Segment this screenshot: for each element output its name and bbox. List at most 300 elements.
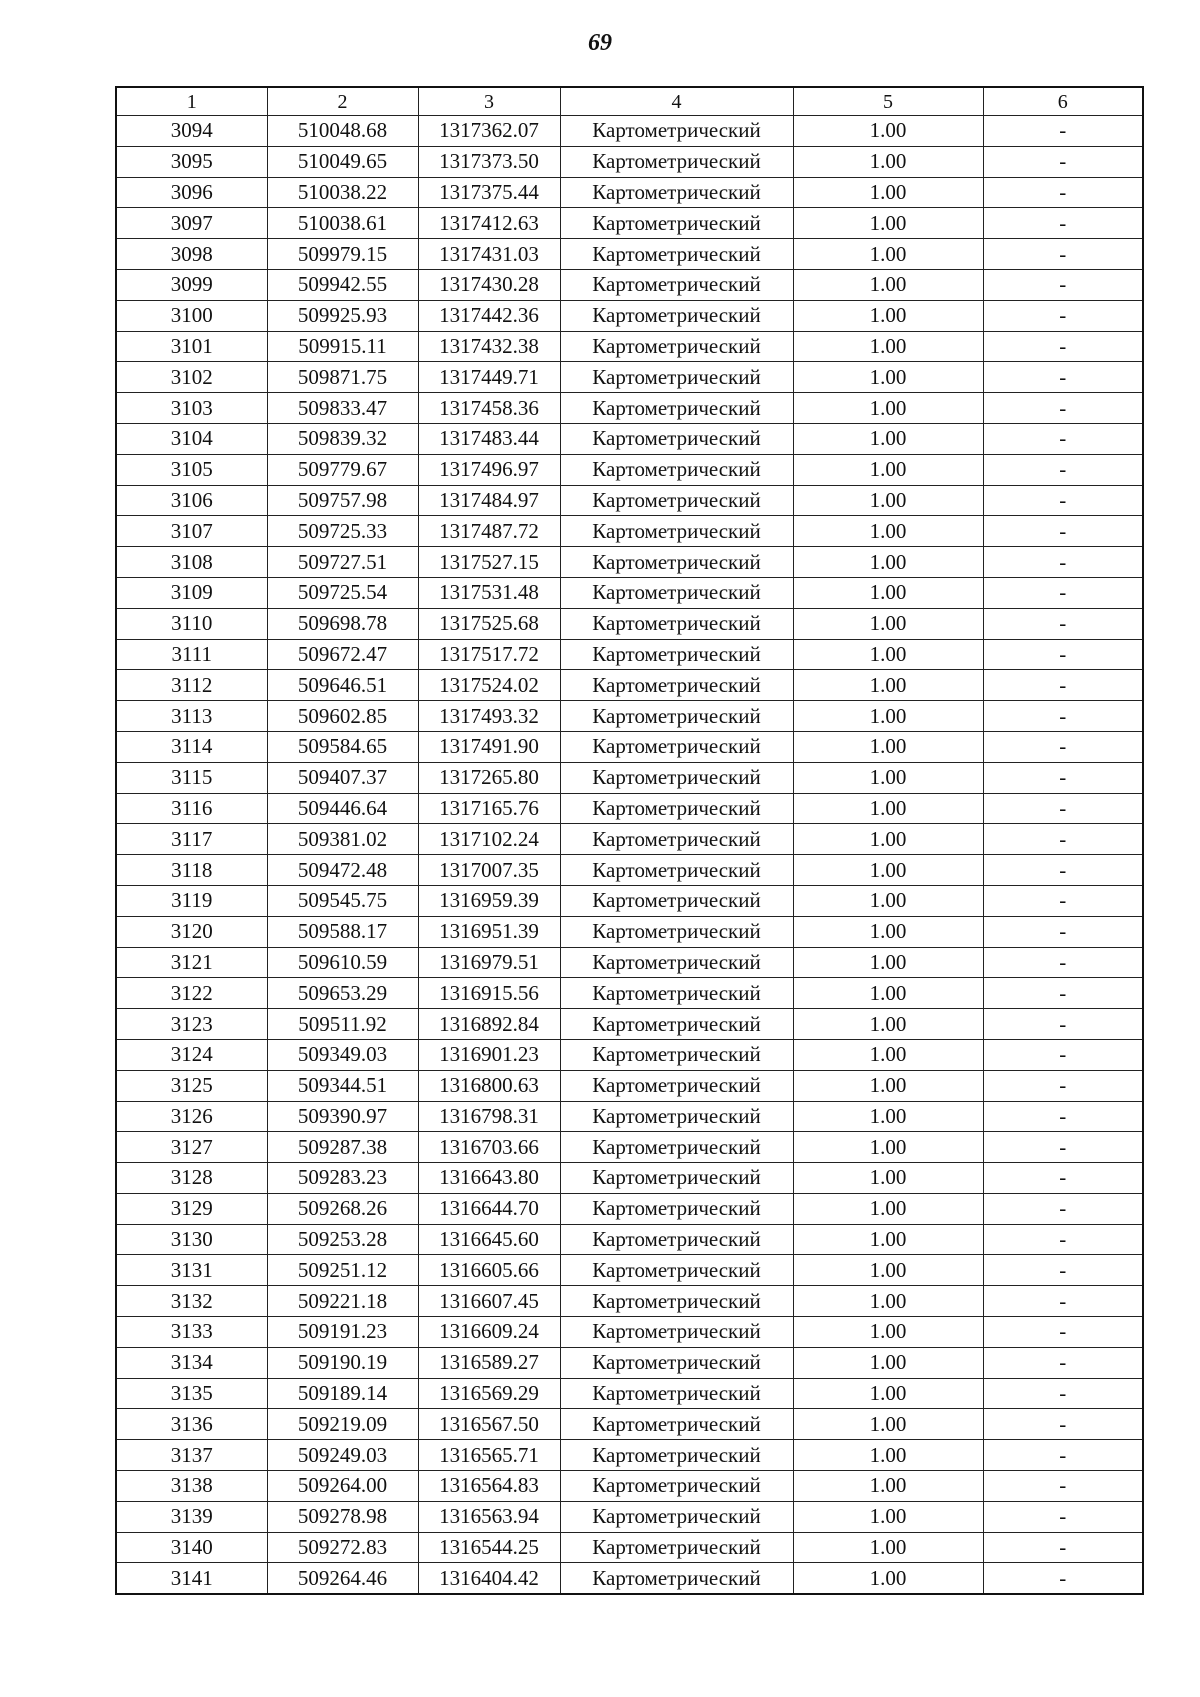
x-coordinate-cell: 509672.47	[267, 639, 418, 670]
method-cell: Картометрический	[560, 731, 793, 762]
x-coordinate-cell: 509264.00	[267, 1471, 418, 1502]
table-row	[116, 670, 1143, 701]
header-cell-6: 6	[983, 87, 1143, 116]
accuracy-cell: 1.00	[793, 269, 983, 300]
table-row	[116, 1132, 1143, 1163]
accuracy-cell: 1.00	[793, 547, 983, 578]
table-row	[116, 454, 1143, 485]
y-coordinate-cell: 1317375.44	[418, 177, 560, 208]
accuracy-cell: 1.00	[793, 208, 983, 239]
y-coordinate-cell: 1316569.29	[418, 1378, 560, 1409]
table-row	[116, 1317, 1143, 1348]
accuracy-cell: 1.00	[793, 762, 983, 793]
accuracy-cell: 1.00	[793, 393, 983, 424]
description-cell: -	[983, 824, 1143, 855]
y-coordinate-cell: 1316915.56	[418, 978, 560, 1009]
method-cell: Картометрический	[560, 1101, 793, 1132]
accuracy-cell: 1.00	[793, 1193, 983, 1224]
method-cell: Картометрический	[560, 670, 793, 701]
description-cell: -	[983, 239, 1143, 270]
y-coordinate-cell: 1316609.24	[418, 1317, 560, 1348]
y-coordinate-cell: 1317432.38	[418, 331, 560, 362]
x-coordinate-cell: 509272.83	[267, 1532, 418, 1563]
accuracy-cell: 1.00	[793, 239, 983, 270]
description-cell: -	[983, 1224, 1143, 1255]
point-number-cell: 3096	[116, 177, 267, 208]
description-cell: -	[983, 1193, 1143, 1224]
accuracy-cell: 1.00	[793, 362, 983, 393]
point-number-cell: 3104	[116, 423, 267, 454]
x-coordinate-cell: 509219.09	[267, 1409, 418, 1440]
method-cell: Картометрический	[560, 177, 793, 208]
table-row	[116, 485, 1143, 516]
table-row	[116, 146, 1143, 177]
accuracy-cell: 1.00	[793, 1163, 983, 1194]
point-number-cell: 3136	[116, 1409, 267, 1440]
header-cell-4: 4	[560, 87, 793, 116]
table-row	[116, 423, 1143, 454]
x-coordinate-cell: 509839.32	[267, 423, 418, 454]
table-row	[116, 208, 1143, 239]
table-row	[116, 793, 1143, 824]
x-coordinate-cell: 509268.26	[267, 1193, 418, 1224]
x-coordinate-cell: 509588.17	[267, 916, 418, 947]
table-row	[116, 177, 1143, 208]
table-row	[116, 116, 1143, 147]
table-row	[116, 1440, 1143, 1471]
header-cell-2: 2	[267, 87, 418, 116]
table-row	[116, 1501, 1143, 1532]
table-row	[116, 1009, 1143, 1040]
method-cell: Картометрический	[560, 1163, 793, 1194]
method-cell: Картометрический	[560, 146, 793, 177]
x-coordinate-cell: 509221.18	[267, 1286, 418, 1317]
method-cell: Картометрический	[560, 1471, 793, 1502]
description-cell: -	[983, 731, 1143, 762]
method-cell: Картометрический	[560, 1317, 793, 1348]
point-number-cell: 3129	[116, 1193, 267, 1224]
description-cell: -	[983, 300, 1143, 331]
description-cell: -	[983, 639, 1143, 670]
header-row	[116, 87, 1143, 116]
table-row	[116, 978, 1143, 1009]
description-cell: -	[983, 1070, 1143, 1101]
description-cell: -	[983, 1532, 1143, 1563]
method-cell: Картометрический	[560, 1255, 793, 1286]
y-coordinate-cell: 1317412.63	[418, 208, 560, 239]
description-cell: -	[983, 1501, 1143, 1532]
y-coordinate-cell: 1316798.31	[418, 1101, 560, 1132]
description-cell: -	[983, 362, 1143, 393]
method-cell: Картометрический	[560, 1224, 793, 1255]
y-coordinate-cell: 1316951.39	[418, 916, 560, 947]
point-number-cell: 3120	[116, 916, 267, 947]
x-coordinate-cell: 509511.92	[267, 1009, 418, 1040]
x-coordinate-cell: 509779.67	[267, 454, 418, 485]
method-cell: Картометрический	[560, 701, 793, 732]
x-coordinate-cell: 509725.54	[267, 577, 418, 608]
description-cell: -	[983, 1563, 1143, 1594]
y-coordinate-cell: 1317524.02	[418, 670, 560, 701]
accuracy-cell: 1.00	[793, 670, 983, 701]
point-number-cell: 3118	[116, 855, 267, 886]
point-number-cell: 3101	[116, 331, 267, 362]
description-cell: -	[983, 1101, 1143, 1132]
table-row	[116, 1347, 1143, 1378]
accuracy-cell: 1.00	[793, 608, 983, 639]
description-cell: -	[983, 793, 1143, 824]
y-coordinate-cell: 1316544.25	[418, 1532, 560, 1563]
y-coordinate-cell: 1317265.80	[418, 762, 560, 793]
description-cell: -	[983, 454, 1143, 485]
x-coordinate-cell: 509727.51	[267, 547, 418, 578]
header-cell-3: 3	[418, 87, 560, 116]
y-coordinate-cell: 1316565.71	[418, 1440, 560, 1471]
accuracy-cell: 1.00	[793, 1132, 983, 1163]
description-cell: -	[983, 1440, 1143, 1471]
table-row	[116, 1224, 1143, 1255]
accuracy-cell: 1.00	[793, 331, 983, 362]
description-cell: -	[983, 1163, 1143, 1194]
description-cell: -	[983, 608, 1143, 639]
y-coordinate-cell: 1316607.45	[418, 1286, 560, 1317]
method-cell: Картометрический	[560, 762, 793, 793]
description-cell: -	[983, 670, 1143, 701]
point-number-cell: 3133	[116, 1317, 267, 1348]
description-cell: -	[983, 269, 1143, 300]
table-row	[116, 639, 1143, 670]
method-cell: Картометрический	[560, 1132, 793, 1163]
x-coordinate-cell: 509979.15	[267, 239, 418, 270]
table-row	[116, 1471, 1143, 1502]
y-coordinate-cell: 1317165.76	[418, 793, 560, 824]
description-cell: -	[983, 916, 1143, 947]
method-cell: Картометрический	[560, 454, 793, 485]
point-number-cell: 3122	[116, 978, 267, 1009]
method-cell: Картометрический	[560, 362, 793, 393]
method-cell: Картометрический	[560, 208, 793, 239]
x-coordinate-cell: 509446.64	[267, 793, 418, 824]
point-number-cell: 3123	[116, 1009, 267, 1040]
description-cell: -	[983, 855, 1143, 886]
table-row	[116, 1255, 1143, 1286]
description-cell: -	[983, 1286, 1143, 1317]
point-number-cell: 3117	[116, 824, 267, 855]
point-number-cell: 3105	[116, 454, 267, 485]
description-cell: -	[983, 885, 1143, 916]
x-coordinate-cell: 510048.68	[267, 116, 418, 147]
method-cell: Картометрический	[560, 300, 793, 331]
y-coordinate-cell: 1316643.80	[418, 1163, 560, 1194]
description-cell: -	[983, 1347, 1143, 1378]
method-cell: Картометрический	[560, 1378, 793, 1409]
x-coordinate-cell: 509757.98	[267, 485, 418, 516]
method-cell: Картометрический	[560, 331, 793, 362]
point-number-cell: 3113	[116, 701, 267, 732]
point-number-cell: 3125	[116, 1070, 267, 1101]
table-header	[116, 87, 1143, 116]
y-coordinate-cell: 1316901.23	[418, 1039, 560, 1070]
x-coordinate-cell: 509191.23	[267, 1317, 418, 1348]
x-coordinate-cell: 509698.78	[267, 608, 418, 639]
header-cell-5: 5	[793, 87, 983, 116]
description-cell: -	[983, 1317, 1143, 1348]
method-cell: Картометрический	[560, 547, 793, 578]
accuracy-cell: 1.00	[793, 885, 983, 916]
table-row	[116, 331, 1143, 362]
table-row	[116, 269, 1143, 300]
accuracy-cell: 1.00	[793, 300, 983, 331]
x-coordinate-cell: 509602.85	[267, 701, 418, 732]
accuracy-cell: 1.00	[793, 1224, 983, 1255]
y-coordinate-cell: 1316589.27	[418, 1347, 560, 1378]
method-cell: Картометрический	[560, 1070, 793, 1101]
description-cell: -	[983, 516, 1143, 547]
coordinates-table	[115, 86, 1144, 1595]
y-coordinate-cell: 1317527.15	[418, 547, 560, 578]
table-row	[116, 885, 1143, 916]
method-cell: Картометрический	[560, 577, 793, 608]
table-row	[116, 516, 1143, 547]
y-coordinate-cell: 1316644.70	[418, 1193, 560, 1224]
accuracy-cell: 1.00	[793, 1409, 983, 1440]
description-cell: -	[983, 1471, 1143, 1502]
description-cell: -	[983, 423, 1143, 454]
x-coordinate-cell: 509390.97	[267, 1101, 418, 1132]
point-number-cell: 3131	[116, 1255, 267, 1286]
point-number-cell: 3108	[116, 547, 267, 578]
method-cell: Картометрический	[560, 485, 793, 516]
table-row	[116, 855, 1143, 886]
accuracy-cell: 1.00	[793, 1471, 983, 1502]
accuracy-cell: 1.00	[793, 701, 983, 732]
point-number-cell: 3095	[116, 146, 267, 177]
x-coordinate-cell: 509251.12	[267, 1255, 418, 1286]
y-coordinate-cell: 1316605.66	[418, 1255, 560, 1286]
accuracy-cell: 1.00	[793, 1039, 983, 1070]
method-cell: Картометрический	[560, 824, 793, 855]
y-coordinate-cell: 1317484.97	[418, 485, 560, 516]
method-cell: Картометрический	[560, 239, 793, 270]
x-coordinate-cell: 509381.02	[267, 824, 418, 855]
table-row	[116, 239, 1143, 270]
description-cell: -	[983, 485, 1143, 516]
y-coordinate-cell: 1317102.24	[418, 824, 560, 855]
point-number-cell: 3127	[116, 1132, 267, 1163]
table-row	[116, 577, 1143, 608]
accuracy-cell: 1.00	[793, 947, 983, 978]
method-cell: Картометрический	[560, 1563, 793, 1594]
table-row	[116, 824, 1143, 855]
accuracy-cell: 1.00	[793, 146, 983, 177]
y-coordinate-cell: 1316564.83	[418, 1471, 560, 1502]
accuracy-cell: 1.00	[793, 1378, 983, 1409]
method-cell: Картометрический	[560, 116, 793, 147]
table-row	[116, 1163, 1143, 1194]
page-number: 69	[588, 30, 612, 56]
x-coordinate-cell: 509349.03	[267, 1039, 418, 1070]
x-coordinate-cell: 509264.46	[267, 1563, 418, 1594]
table-body	[116, 116, 1143, 1595]
point-number-cell: 3100	[116, 300, 267, 331]
y-coordinate-cell: 1317373.50	[418, 146, 560, 177]
y-coordinate-cell: 1317430.28	[418, 269, 560, 300]
point-number-cell: 3135	[116, 1378, 267, 1409]
method-cell: Картометрический	[560, 793, 793, 824]
x-coordinate-cell: 509610.59	[267, 947, 418, 978]
table-row	[116, 1101, 1143, 1132]
point-number-cell: 3110	[116, 608, 267, 639]
x-coordinate-cell: 509278.98	[267, 1501, 418, 1532]
table-row	[116, 1039, 1143, 1070]
x-coordinate-cell: 509407.37	[267, 762, 418, 793]
description-cell: -	[983, 116, 1143, 147]
table-row	[116, 947, 1143, 978]
method-cell: Картометрический	[560, 1409, 793, 1440]
table-row	[116, 701, 1143, 732]
accuracy-cell: 1.00	[793, 1347, 983, 1378]
description-cell: -	[983, 1255, 1143, 1286]
description-cell: -	[983, 947, 1143, 978]
method-cell: Картометрический	[560, 1009, 793, 1040]
method-cell: Картометрический	[560, 1193, 793, 1224]
x-coordinate-cell: 509584.65	[267, 731, 418, 762]
method-cell: Картометрический	[560, 1532, 793, 1563]
table-row	[116, 762, 1143, 793]
point-number-cell: 3126	[116, 1101, 267, 1132]
x-coordinate-cell: 509725.33	[267, 516, 418, 547]
y-coordinate-cell: 1317458.36	[418, 393, 560, 424]
x-coordinate-cell: 510049.65	[267, 146, 418, 177]
table-row	[116, 731, 1143, 762]
accuracy-cell: 1.00	[793, 423, 983, 454]
accuracy-cell: 1.00	[793, 1440, 983, 1471]
point-number-cell: 3116	[116, 793, 267, 824]
x-coordinate-cell: 509249.03	[267, 1440, 418, 1471]
y-coordinate-cell: 1317431.03	[418, 239, 560, 270]
x-coordinate-cell: 509925.93	[267, 300, 418, 331]
table-row	[116, 1070, 1143, 1101]
y-coordinate-cell: 1316800.63	[418, 1070, 560, 1101]
method-cell: Картометрический	[560, 885, 793, 916]
table-row	[116, 362, 1143, 393]
point-number-cell: 3102	[116, 362, 267, 393]
y-coordinate-cell: 1317496.97	[418, 454, 560, 485]
accuracy-cell: 1.00	[793, 1009, 983, 1040]
point-number-cell: 3128	[116, 1163, 267, 1194]
point-number-cell: 3114	[116, 731, 267, 762]
accuracy-cell: 1.00	[793, 1101, 983, 1132]
y-coordinate-cell: 1317531.48	[418, 577, 560, 608]
x-coordinate-cell: 509189.14	[267, 1378, 418, 1409]
method-cell: Картометрический	[560, 947, 793, 978]
description-cell: -	[983, 978, 1143, 1009]
point-number-cell: 3130	[116, 1224, 267, 1255]
accuracy-cell: 1.00	[793, 731, 983, 762]
method-cell: Картометрический	[560, 1347, 793, 1378]
method-cell: Картометрический	[560, 516, 793, 547]
method-cell: Картометрический	[560, 423, 793, 454]
description-cell: -	[983, 1409, 1143, 1440]
x-coordinate-cell: 509472.48	[267, 855, 418, 886]
x-coordinate-cell: 509871.75	[267, 362, 418, 393]
x-coordinate-cell: 510038.22	[267, 177, 418, 208]
point-number-cell: 3106	[116, 485, 267, 516]
description-cell: -	[983, 208, 1143, 239]
x-coordinate-cell: 510038.61	[267, 208, 418, 239]
method-cell: Картометрический	[560, 978, 793, 1009]
method-cell: Картометрический	[560, 269, 793, 300]
description-cell: -	[983, 762, 1143, 793]
description-cell: -	[983, 1132, 1143, 1163]
table-row	[116, 1286, 1143, 1317]
accuracy-cell: 1.00	[793, 1255, 983, 1286]
description-cell: -	[983, 1009, 1143, 1040]
x-coordinate-cell: 509545.75	[267, 885, 418, 916]
y-coordinate-cell: 1317442.36	[418, 300, 560, 331]
description-cell: -	[983, 701, 1143, 732]
table-row	[116, 1193, 1143, 1224]
method-cell: Картометрический	[560, 1501, 793, 1532]
point-number-cell: 3140	[116, 1532, 267, 1563]
description-cell: -	[983, 547, 1143, 578]
table-row	[116, 916, 1143, 947]
y-coordinate-cell: 1317449.71	[418, 362, 560, 393]
point-number-cell: 3098	[116, 239, 267, 270]
table-row	[116, 300, 1143, 331]
y-coordinate-cell: 1317491.90	[418, 731, 560, 762]
y-coordinate-cell: 1317362.07	[418, 116, 560, 147]
point-number-cell: 3132	[116, 1286, 267, 1317]
point-number-cell: 3103	[116, 393, 267, 424]
y-coordinate-cell: 1317517.72	[418, 639, 560, 670]
description-cell: -	[983, 577, 1143, 608]
y-coordinate-cell: 1317493.32	[418, 701, 560, 732]
description-cell: -	[983, 1039, 1143, 1070]
accuracy-cell: 1.00	[793, 1532, 983, 1563]
accuracy-cell: 1.00	[793, 1501, 983, 1532]
y-coordinate-cell: 1316404.42	[418, 1563, 560, 1594]
accuracy-cell: 1.00	[793, 1286, 983, 1317]
point-number-cell: 3141	[116, 1563, 267, 1594]
accuracy-cell: 1.00	[793, 824, 983, 855]
accuracy-cell: 1.00	[793, 1317, 983, 1348]
y-coordinate-cell: 1317483.44	[418, 423, 560, 454]
y-coordinate-cell: 1316892.84	[418, 1009, 560, 1040]
accuracy-cell: 1.00	[793, 577, 983, 608]
accuracy-cell: 1.00	[793, 516, 983, 547]
point-number-cell: 3139	[116, 1501, 267, 1532]
table-row	[116, 608, 1143, 639]
y-coordinate-cell: 1317487.72	[418, 516, 560, 547]
y-coordinate-cell: 1316959.39	[418, 885, 560, 916]
header-cell-1: 1	[116, 87, 267, 116]
point-number-cell: 3107	[116, 516, 267, 547]
x-coordinate-cell: 509344.51	[267, 1070, 418, 1101]
point-number-cell: 3115	[116, 762, 267, 793]
table-row	[116, 547, 1143, 578]
point-number-cell: 3137	[116, 1440, 267, 1471]
x-coordinate-cell: 509833.47	[267, 393, 418, 424]
accuracy-cell: 1.00	[793, 916, 983, 947]
table-row	[116, 1563, 1143, 1594]
accuracy-cell: 1.00	[793, 454, 983, 485]
method-cell: Картометрический	[560, 608, 793, 639]
point-number-cell: 3097	[116, 208, 267, 239]
description-cell: -	[983, 146, 1143, 177]
description-cell: -	[983, 177, 1143, 208]
table-row	[116, 1409, 1143, 1440]
